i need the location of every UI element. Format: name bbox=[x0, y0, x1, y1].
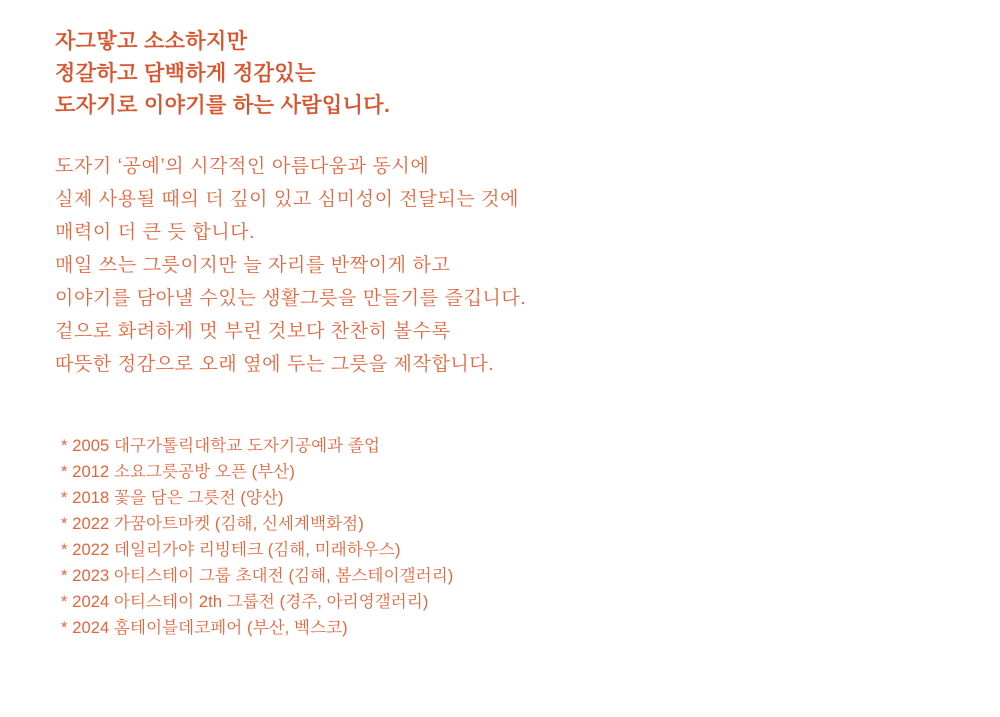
statement-line-5: 이야기를 담아낼 수있는 생활그릇을 만들기를 즐깁니다. bbox=[55, 288, 527, 309]
history-item: * 2024 아티스테이 2th 그룹전 (경주, 아리영갤러리) bbox=[61, 593, 429, 611]
statement-line-1: 도자기 ‘공예’의 시각적인 아름다움과 동시에 bbox=[55, 156, 430, 177]
history-item: * 2005 대구가톨릭대학교 도자기공예과 졸업 bbox=[61, 437, 380, 455]
statement-history-spacer bbox=[55, 381, 960, 433]
headline-body-spacer bbox=[55, 122, 960, 150]
headline-block bbox=[55, 26, 960, 122]
statement-line-6: 겉으로 화려하게 멋 부린 것보다 찬찬히 볼수록 bbox=[55, 321, 451, 342]
headline-line-2: 정갈하고 담백하게 정감있는 bbox=[55, 62, 316, 85]
history-item: * 2022 데일리가야 리빙테크 (김해, 미래하우스) bbox=[61, 541, 401, 559]
exhibition-history-list bbox=[55, 433, 960, 641]
history-item: * 2018 꽃을 담은 그릇전 (양산) bbox=[61, 489, 284, 507]
history-item: * 2012 소요그릇공방 오픈 (부산) bbox=[61, 463, 295, 481]
statement-line-7: 따뜻한 정감으로 오래 옆에 두는 그릇을 제작합니다. bbox=[55, 354, 495, 375]
statement-block bbox=[55, 150, 960, 381]
history-item: * 2022 가꿈아트마켓 (김해, 신세계백화점) bbox=[61, 515, 364, 533]
headline-line-1: 자그맣고 소소하지만 bbox=[55, 30, 248, 53]
statement-line-2: 실제 사용될 때의 더 깊이 있고 심미성이 전달되는 것에 bbox=[55, 189, 520, 210]
statement-line-4: 매일 쓰는 그릇이지만 늘 자리를 반짝이게 하고 bbox=[55, 255, 451, 276]
history-item: * 2023 아티스테이 그룹 초대전 (김해, 봄스테이갤러리) bbox=[61, 567, 454, 585]
history-item: * 2024 홈테이블데코페어 (부산, 벡스코) bbox=[61, 619, 348, 637]
headline-line-3: 도자기로 이야기를 하는 사람입니다. bbox=[55, 94, 391, 117]
statement-line-3: 매력이 더 큰 듯 합니다. bbox=[55, 222, 255, 243]
